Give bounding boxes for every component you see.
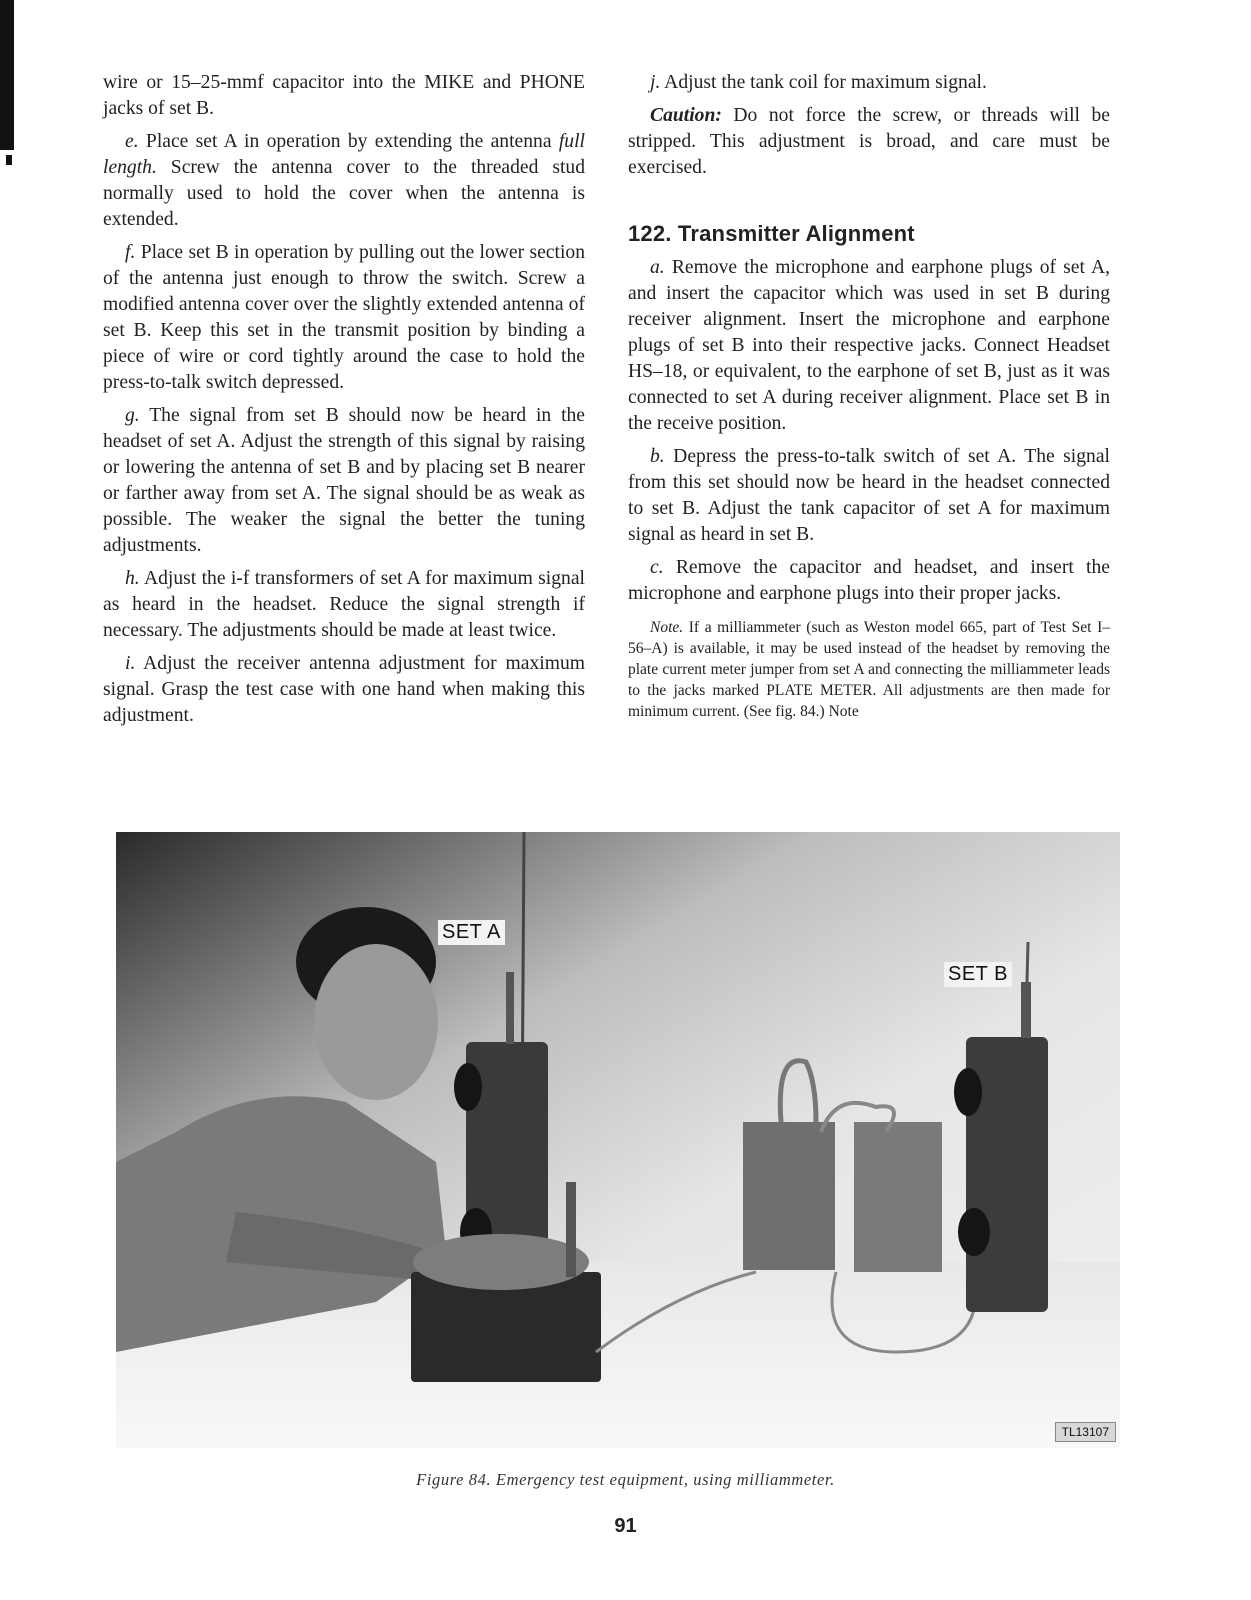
paragraph-continued: wire or 15–25-mmf capacitor into the MIKE and PHONE jacks of set B. xyxy=(103,72,585,119)
caution-paragraph: Caution: Do not force the screw, or threads will be stripped. This adjustment is broad, and care must be exercised. xyxy=(628,105,1110,178)
scan-binding-mark xyxy=(0,0,14,150)
photo-illustration xyxy=(116,832,1120,1448)
paragraph-a: a. Remove the microphone and earphone plugs of set A, and insert the capacitor which was used in set B during receiver alignment. Insert the microphone and earphone plugs of set B into their respective jacks. Connect Headset HS–18, or equivalent, to the earphone of set B, just as it was connected to set A during receiver alignment. Place set B in the receive position. xyxy=(628,257,1110,434)
section-heading: 122. Transmitter Alignment xyxy=(628,221,915,246)
paragraph-g: g. The signal from set B should now be heard in the headset of set A. Adjust the strength of this signal by raising or lowering the antenna of set B and by placing set B nearer or farther away from set A. The signal should be as weak as possible. The weaker the signal the better the tuning adjustments. xyxy=(103,405,586,556)
left-column xyxy=(103,70,585,736)
photo-code: TL13107 xyxy=(1055,1422,1116,1442)
figure-photo xyxy=(116,832,1120,1448)
paragraph-e: e. Place set A in operation by extending the antenna full length. Screw the antenna cover to the threaded stud normally used to hold the cover when the antenna is extended. xyxy=(103,131,585,230)
page-number: 91 xyxy=(614,1515,637,1537)
note-paragraph: Note. If a milliammeter (such as Weston model 665, part of Test Set I–56–A) is available, it may be used instead of the headset by removing the plate current meter jumper from set A and connecting the milliammeter leads to the jacks marked PLATE METER. All adjustments are then made for minimum current. (See fig. 84.) Note xyxy=(628,619,1110,720)
set-b-label: SET B xyxy=(944,962,1012,987)
set-a-label: SET A xyxy=(438,920,505,945)
paragraph-h: h. Adjust the i-f transformers of set A for maximum signal as heard in the headset. Reduce the signal strength if necessary. The adjustments should be made at least twice. xyxy=(103,568,585,641)
right-column xyxy=(628,70,1110,729)
scan-binding-mark-small xyxy=(6,155,12,165)
paragraph-c: c. Remove the capacitor and headset, and insert the microphone and earphone plugs into their proper jacks. xyxy=(628,557,1110,604)
paragraph-i: i. Adjust the receiver antenna adjustment for maximum signal. Grasp the test case with one hand when making this adjustment. xyxy=(103,653,585,726)
paragraph-b: b. Depress the press-to-talk switch of set A. The signal from this set should now be heard in the headset connected to set B. Adjust the tank capacitor of set A for maximum signal as heard in set B. xyxy=(628,446,1110,545)
paragraph-j: j. Adjust the tank coil for maximum signal. xyxy=(650,72,987,93)
figure-caption: Figure 84. Emergency test equipment, using milliammeter. xyxy=(416,1470,835,1489)
paragraph-f: f. Place set B in operation by pulling out the lower section of the antenna just enough to throw the switch. Screw a modified antenna cover over the slightly extended antenna of set B. Keep this set in the transmit position by binding a piece of wire or cord tightly around the case to hold the press-to-talk switch depressed. xyxy=(103,242,585,393)
